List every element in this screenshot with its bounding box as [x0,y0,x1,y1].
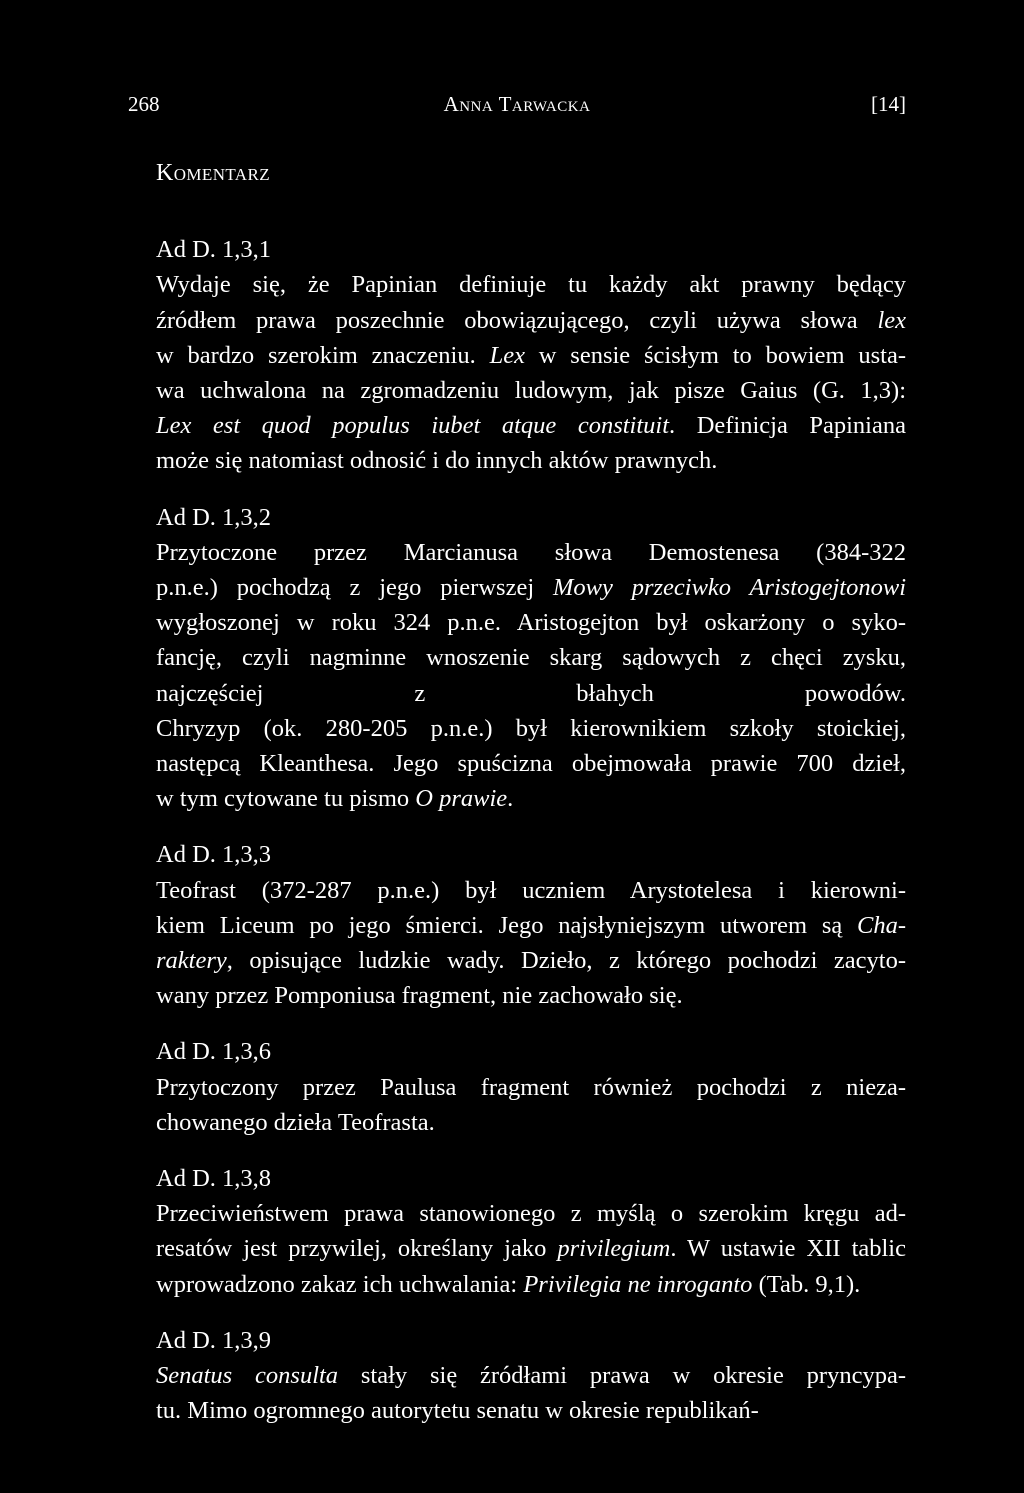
commentary-body [156,156,906,1450]
text-line [156,746,906,781]
text-run: wygłoszonej w roku 324 p.n.e. Aristogejton był oskarżony o syko- [156,609,906,637]
text-run: kiem Liceum po jego śmierci. Jego najsłyniejszym utworem są [156,911,857,939]
text-line [156,373,906,408]
text-run: wprowadzono zakaz ich uchwalania: [156,1270,524,1298]
entry-paragraph [156,1196,906,1302]
text-run: źródłem prawa poszechnie obowiązującego, czyli używa słowa [156,306,878,334]
section-marker: [14] [871,92,906,116]
text-run: tu. Mimo ogromnego autorytetu senatu w okresie republikań- [156,1397,759,1425]
text-run: najczęściej z błahych powodów. [156,679,906,707]
text-run: Przytoczony przez Paulusa fragment również pochodzi z nieza- [156,1073,906,1101]
text-run: w bardzo szerokim znaczeniu. [156,341,490,369]
entry-reference: Ad D. 1,3,6 [156,1038,272,1066]
italic-text: Mowy przeciwko Aristogejtonowi [552,574,906,602]
text-run: Chryzyp (ok. 280-205 p.n.e.) był kierownikiem szkoły stoickiej, [156,714,906,742]
text-line [156,1393,906,1428]
entry-reference: Ad D. 1,3,9 [156,1326,272,1354]
text-run: może się natomiast odnosić i do innych aktów prawnych. [156,447,718,475]
commentary-entries [156,232,906,1428]
text-run: Wydaje się, że Papinian definiuje tu każdy akt prawny będący [156,271,906,299]
italic-text: Lex est quod populus iubet atque constituit [156,412,670,440]
text-run: wany przez Pomponiusa fragment, nie zachowało się. [156,982,683,1010]
text-line [156,1231,906,1266]
page-number: 268 [128,92,160,116]
commentary-entry [156,1323,906,1429]
text-line [156,570,906,605]
commentary-entry [156,500,906,817]
italic-text: raktery [156,947,227,975]
text-line [156,605,906,640]
text-run: resatów jest przywilej, określany jako [156,1235,558,1263]
text-line [156,535,906,570]
text-run: chowanego dzieła Teofrasta. [156,1108,435,1136]
italic-text: Lex [489,341,525,369]
commentary-entry [156,1034,906,1140]
text-run: stały się źródłami prawa w okresie pryncypa- [338,1362,906,1390]
entry-paragraph [156,873,906,1014]
text-line [156,1267,906,1302]
text-line [156,908,906,943]
text-run: w tym cytowane tu pismo [156,785,416,813]
italic-text: privilegium [557,1235,671,1263]
text-line [156,408,906,443]
text-line [156,873,906,908]
text-run: Przytoczone przez Marcianusa słowa Demostenesa (384-322 [156,538,906,566]
entry-reference: Ad D. 1,3,3 [156,841,272,869]
text-run: . [507,785,514,813]
entry-paragraph [156,267,906,478]
text-run: następcą Kleanthesa. Jego spuścizna obejmowała prawie 700 dzieł, [156,750,906,778]
italic-text: Cha- [857,911,906,939]
italic-text: Senatus consulta [156,1362,339,1390]
text-run: Teofrast (372-287 p.n.e.) był uczniem Arystotelesa i kierowni- [156,876,906,904]
text-run: p.n.e.) pochodzą z jego pierwszej [156,574,553,602]
text-line [156,1196,906,1231]
text-run: . W ustawie XII tablic [670,1235,906,1263]
running-header [128,88,906,120]
entry-reference: Ad D. 1,3,2 [156,503,272,531]
text-line [156,711,906,746]
text-line [156,443,906,478]
text-line [156,1070,906,1105]
running-author: Anna Tarwacka [443,92,591,116]
text-run: , opisujące ludzkie wady. Dzieło, z którego pochodzi zacyto- [226,947,906,975]
commentary-entry [156,232,906,478]
text-run: wa uchwalona na zgromadzeniu ludowym, jak pisze Gaius (G. 1,3): [156,377,906,405]
text-line [156,781,906,816]
entry-paragraph [156,1358,906,1428]
text-line [156,978,906,1013]
entry-paragraph [156,535,906,817]
text-line [156,676,906,711]
entry-reference: Ad D. 1,3,1 [156,236,272,264]
text-run: . Definicja Papiniana [669,412,906,440]
text-line [156,303,906,338]
text-line [156,943,906,978]
commentary-entry [156,837,906,1013]
italic-text: Privilegia ne inroganto [523,1270,753,1298]
entry-reference: Ad D. 1,3,8 [156,1165,272,1193]
entry-paragraph [156,1070,906,1140]
text-run: (Tab. 9,1). [752,1270,861,1298]
text-run: Przeciwieństwem prawa stanowionego z myślą o szerokim kręgu ad- [156,1200,906,1228]
text-run: w sensie ścisłym to bowiem usta- [524,341,906,369]
commentary-entry [156,1161,906,1302]
text-line [156,338,906,373]
text-run: fancję, czyli nagminne wnoszenie skarg sądowych z chęci zysku, [156,644,906,672]
text-line [156,1105,906,1140]
text-line [156,1358,906,1393]
italic-text: O prawie [415,785,508,813]
italic-text: lex [877,306,906,334]
text-line [156,267,906,302]
text-line [156,640,906,675]
section-heading: Komentarz [156,160,271,186]
